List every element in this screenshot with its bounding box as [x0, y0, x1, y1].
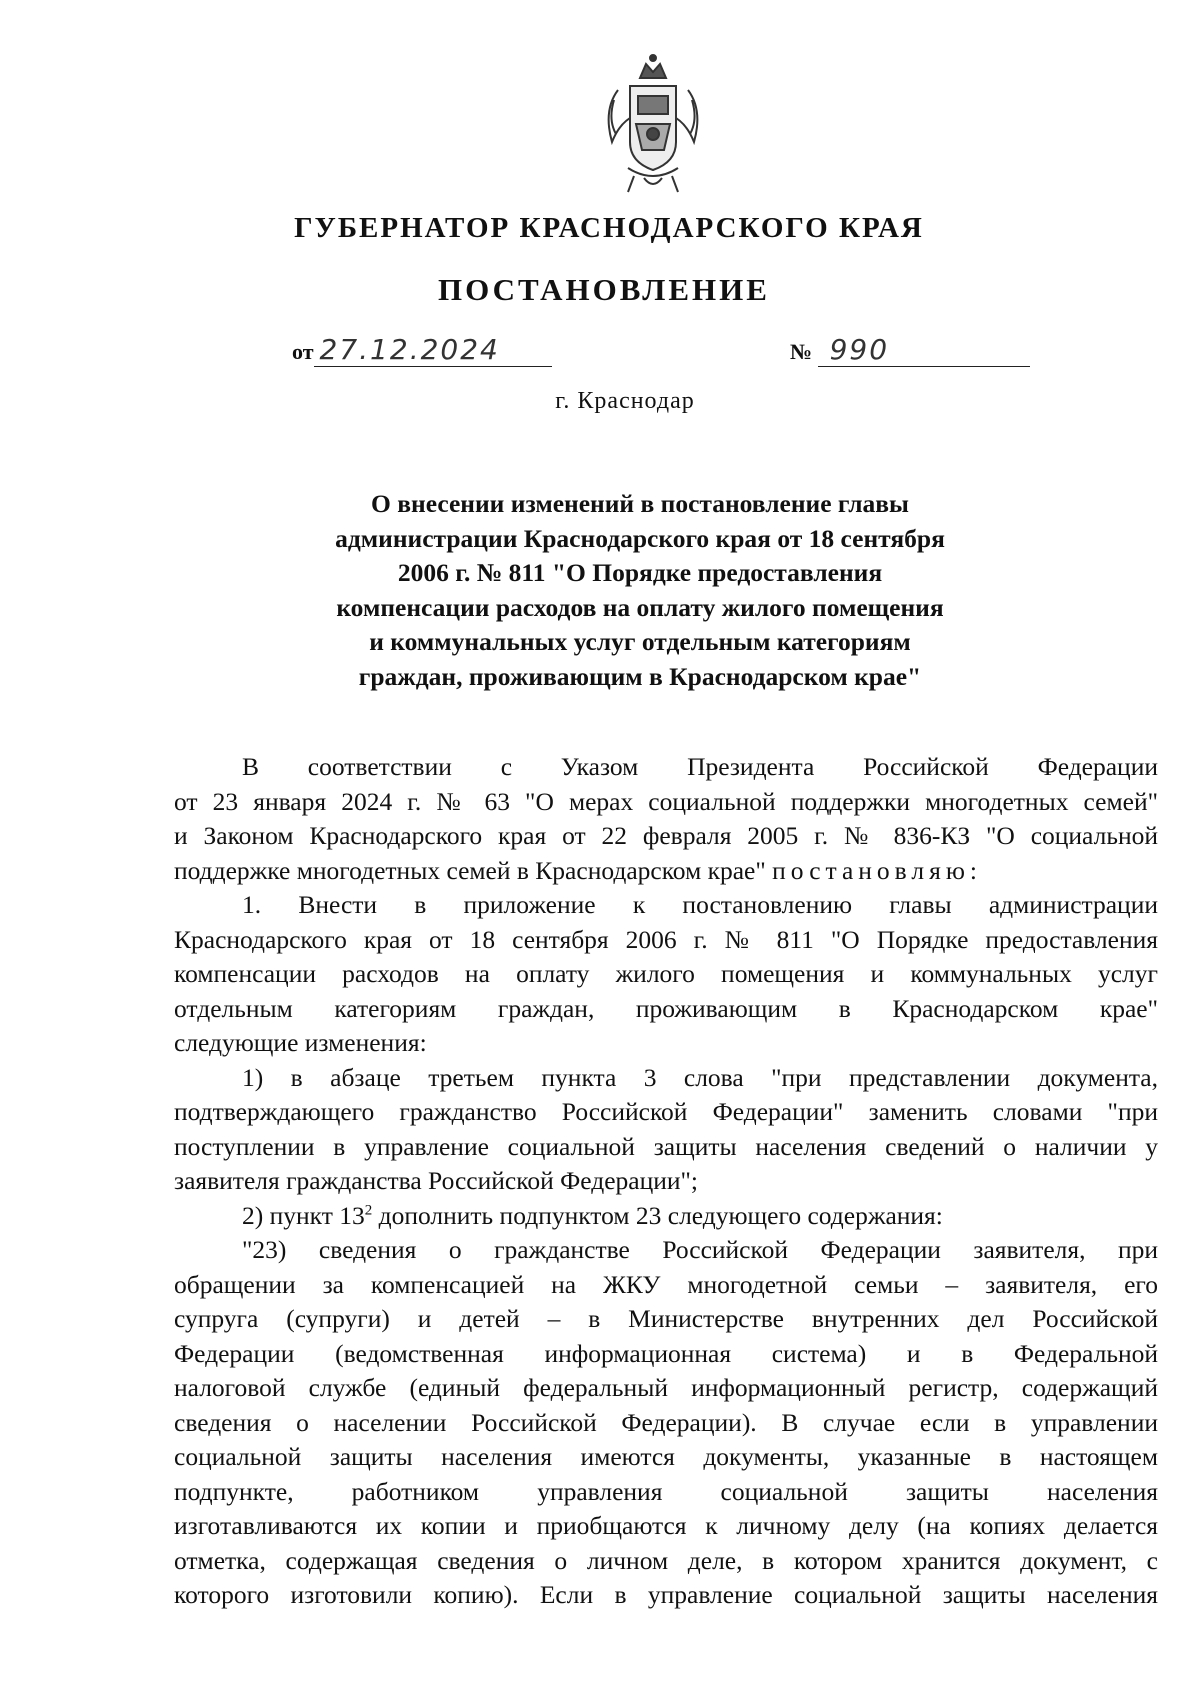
- resolve-word: постановляю:: [772, 855, 982, 885]
- title-line: граждан, проживающим в Краснодарском крае": [358, 661, 922, 691]
- title-line: компенсации расходов на оплату жилого помещения: [336, 592, 944, 622]
- body-line: Федерации (ведомственная информационная система) и в Федеральной: [174, 1338, 1158, 1368]
- document-body: [174, 750, 1158, 1613]
- coat-of-arms-emblem: [598, 50, 708, 200]
- body-line: 1) в абзаце третьем пункта 3 слова "при представлении документа,: [242, 1062, 1158, 1092]
- body-line: от 23 января 2024 г. № 63 "О мерах социальной поддержки многодетных семей": [174, 786, 1158, 816]
- body-line: налоговой службе (единый федеральный информационный регистр, содержащий: [174, 1373, 1158, 1402]
- body-line-text: дополнить подпунктом 23 следующего содержания:: [372, 1200, 943, 1230]
- city-label: г. Краснодар: [555, 388, 695, 414]
- body-line-text: 2) пункт 13: [242, 1200, 365, 1230]
- body-line: Краснодарского края от 18 сентября 2006 г. № 811 "О Порядке предоставления: [174, 924, 1158, 954]
- title-line: 2006 г. № 811 "О Порядке предоставления: [397, 558, 883, 587]
- body-line: 1. Внести в приложение к постановлению главы администрации: [242, 890, 1158, 919]
- body-line: подпункте, работником управления социальной защиты населения: [174, 1476, 1158, 1506]
- date-field: [292, 334, 552, 367]
- body-line: подтверждающего гражданство Российской Федерации" заменить словами "при: [174, 1097, 1158, 1126]
- number-field: [790, 334, 1030, 367]
- body-line: поступлении в управление социальной защиты населения сведений о наличии у: [174, 1131, 1158, 1161]
- body-line: обращении за компенсацией на ЖКУ многодетной семьи – заявителя, его: [174, 1269, 1158, 1299]
- body-line: отдельным категориям граждан, проживающим в Краснодарском крае": [174, 993, 1158, 1023]
- title-line: администрации Краснодарского края от 18 сентября: [335, 523, 945, 553]
- body-line: следующие изменения:: [174, 1028, 427, 1057]
- body-line: [174, 1199, 1158, 1234]
- document-title: [280, 487, 1000, 694]
- date-value: 27.12.2024: [314, 334, 552, 367]
- superscript: 2: [364, 1202, 373, 1218]
- body-line: В соответствии с Указом Президента Российской Федерации: [242, 752, 1158, 781]
- body-line: [174, 854, 1158, 889]
- body-line: которого изготовили копию). Если в управление социальной защиты населения: [174, 1580, 1158, 1609]
- body-line: отметка, содержащая сведения о личном деле, в котором хранится документ, с: [174, 1545, 1158, 1575]
- body-line: социальной защиты населения имеются документы, указанные в настоящем: [174, 1442, 1158, 1471]
- body-line: изготавливаются их копии и приобщаются к личному делу (на копиях делается: [174, 1511, 1158, 1540]
- body-line: "23) сведения о гражданстве Российской Федерации заявителя, при: [242, 1235, 1158, 1264]
- body-line: компенсации расходов на оплату жилого помещения и коммунальных услуг: [174, 959, 1158, 988]
- title-line: и коммунальных услуг отдельным категориям: [369, 627, 911, 656]
- number-label: №: [790, 339, 813, 364]
- title-line: О внесении изменений в постановление главы: [371, 489, 909, 518]
- number-value: 990: [818, 334, 1030, 367]
- date-label: от: [292, 339, 314, 364]
- body-line: сведения о населении Российской Федерации). В случае если в управлении: [174, 1407, 1158, 1437]
- document-type-heading: ПОСТАНОВЛЕНИЕ: [438, 272, 770, 307]
- authority-heading: ГУБЕРНАТОР КРАСНОДАРСКОГО КРАЯ: [294, 212, 924, 244]
- body-line: заявителя гражданства Российской Федерации";: [174, 1166, 699, 1195]
- body-line: супруга (супруги) и детей – в Министерстве внутренних дел Российской: [174, 1304, 1158, 1333]
- body-line: и Законом Краснодарского края от 22 февраля 2005 г. № 836-КЗ "О социальной: [174, 821, 1158, 850]
- body-line-text: поддержке многодетных семей в Краснодарском крае": [174, 855, 766, 885]
